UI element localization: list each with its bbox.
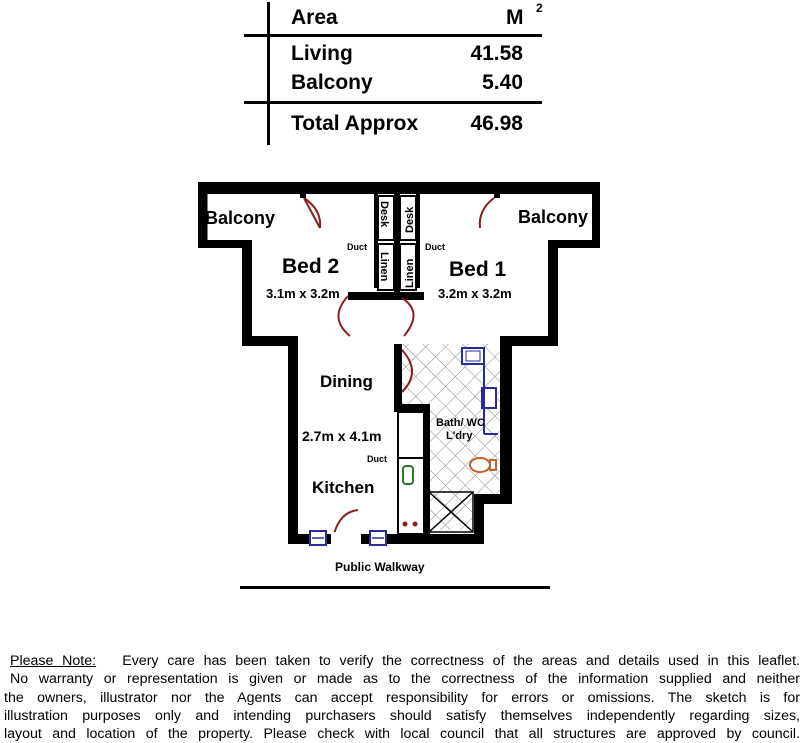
note-line-1-text: Every care has been taken to verify the correctness of the areas and details used in this leaflet. (122, 653, 800, 669)
note-line-4: illustration purposes only and intending purchasers should satisfy themselves independently regarding sizes, (4, 707, 800, 724)
table-header-divider (244, 34, 542, 37)
row-balcony-value: 5.40 (482, 71, 523, 94)
label-desk-right: Desk (404, 206, 416, 233)
row-total-value: 46.98 (470, 112, 523, 135)
label-duct-right: Duct (425, 242, 445, 252)
label-bed2: Bed 2 (282, 255, 340, 278)
label-linen-right: Linen (404, 258, 416, 288)
table-vertical-divider (267, 2, 270, 145)
label-public-walkway: Public Walkway (335, 560, 425, 574)
table-total-divider (244, 101, 542, 104)
area-table (0, 0, 800, 150)
label-dining: Dining (320, 372, 373, 391)
label-linen-left: Linen (378, 252, 390, 282)
label-balcony-left: Balcony (205, 208, 276, 228)
shower-tile-floor (429, 490, 473, 530)
note-heading: Please Note: (10, 653, 97, 669)
note-line-1 (4, 652, 800, 670)
stove-burner-right (413, 522, 418, 527)
label-desk-left: Desk (378, 201, 390, 228)
row-balcony-label: Balcony (291, 71, 373, 94)
label-duct-kitchen: Duct (367, 454, 387, 464)
walkway-line (240, 586, 550, 589)
label-duct-left: Duct (347, 242, 367, 252)
row-living-value: 41.58 (470, 42, 523, 65)
label-dining-size: 2.7m x 4.1m (302, 428, 382, 444)
area-header-unit: M (506, 6, 524, 29)
area-header-unit-superscript: 2 (536, 1, 543, 15)
label-bed1-size: 3.2m x 3.2m (438, 286, 512, 301)
toilet (470, 458, 490, 472)
note-line-2: No warranty or representation is given or made as to the correctness of the information supplied and neither (10, 671, 800, 688)
kitchen-sink (403, 466, 413, 484)
note-line-5: layout and location of the property. Please check with local council that all structures are approved by council. (4, 726, 800, 743)
label-kitchen: Kitchen (312, 478, 375, 497)
area-header-label: Area (291, 6, 338, 29)
row-total-label: Total Approx (291, 112, 419, 135)
note-line-3: the owners, illustrator nor the Agents can accept responsibility for errors or omissions. The sketch is for (4, 689, 800, 706)
floor-plan-drawing (0, 170, 800, 600)
floor-plan (0, 170, 800, 600)
front-door-opening (331, 532, 361, 544)
label-balcony-right: Balcony (518, 207, 589, 227)
disclaimer-note (4, 652, 800, 743)
label-bed1: Bed 1 (449, 258, 507, 281)
row-living-label: Living (291, 42, 353, 65)
washing-machine (462, 348, 484, 364)
label-bed2-size: 3.1m x 3.2m (266, 286, 340, 301)
label-bath-line1: Bath/ WC (436, 417, 485, 429)
stove-burner-left (403, 522, 408, 527)
label-bath-line2: L'dry (446, 430, 473, 442)
